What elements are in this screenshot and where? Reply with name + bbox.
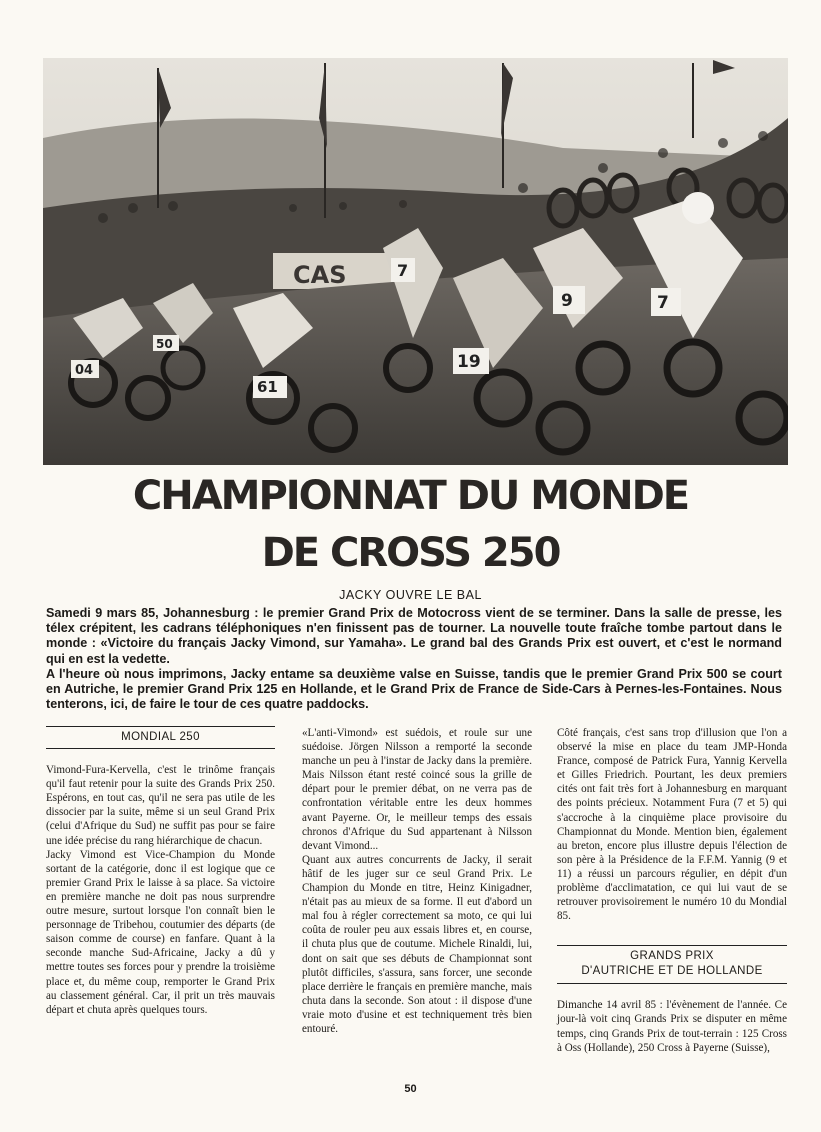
page-number: 50 xyxy=(404,1083,417,1095)
lead-paragraph: Samedi 9 mars 85, Johannesburg : le premier Grand Prix de Motocross vient de se terminer. Dans la salle de presse, les télex crépitent, les cadrans téléphoniques n'en finissent pas de tourner. La nouvelle toute fraîche tombe partout dans le monde : «Victoire du français Jacky Vimond, sur Yamaha». Le grand bal des Grands Prix est ouvert, et c'est le normand qui en est la vedette. xyxy=(46,606,782,666)
plate-number: 9 xyxy=(561,291,573,311)
article-subtitle: JACKY OUVRE LE BAL xyxy=(339,588,482,602)
body-paragraph: «L'anti-Vimond» est suédois, et roule sur une suédoise. Jörgen Nilsson a remporté la seconde manche un peu à l'instar de Jacky dans la première. Mais Nilsson étant resté coincé sous la grille de départ pour le premier débat, on ne verra pas de confrontation véritable entre les deux hommes avant Payerne. Or, le meilleur temps des essais chronos d'Afrique du Sud appartenant à Nilsson devant Vimond... xyxy=(302,727,532,852)
plate-number: 7 xyxy=(397,261,409,280)
section-heading xyxy=(557,945,787,984)
section-heading-line: D'AUTRICHE ET DE HOLLANDE xyxy=(581,965,763,978)
lead-paragraph: A l'heure où nous imprimons, Jacky entame sa deuxième valse en Suisse, tandis que le premier Grand Prix 500 se court en Autriche, le premier Grand Prix 125 en Hollande, et le Grand Prix de France de Side-Cars à Pernes-les-Fontaines. Nous tenterons, ici, de faire le tour de ces quatre paddocks. xyxy=(46,666,782,712)
banner-text: CAS xyxy=(293,261,347,289)
section-heading-line: GRANDS PRIX xyxy=(630,950,714,963)
body-paragraph: Jacky Vimond est Vice-Champion du Monde sortant de la catégorie, donc il est logique que ce premier Grand Prix le laisse à sa place. Sa victoire en première manche ne doit pas nous surprendre outre mesure, surtout lorsque l'on connaît bien le personnage de Tribehou, coutumier des départs (de saison comme de course) en fanfare. Quant à la seconde manche Sud-Africaine, Jacky a dû y mettre toutes ses forces pour y prendre la troisième place et, du même coup, remporter le Grand Prix au classement général. Car, il prit un très mauvais départ et chuta après quelques tours. xyxy=(46,848,275,1016)
plate-number: 19 xyxy=(457,352,481,372)
plate-number: 7 xyxy=(657,293,669,313)
body-paragraph: Vimond-Fura-Kervella, c'est le trinôme français qu'il faut retenir pour la suite des Grands Prix 250. Espérons, en tout cas, qu'il ne sera pas utile de les dissocier par la suite, même si un seul Grand Prix (celui d'Afrique du Sud) ne suffit pas pour se faire une idée précise du rang hiérarchique de chacun. xyxy=(46,764,275,847)
column-3 xyxy=(557,726,787,1055)
body-paragraph: Côté français, c'est sans trop d'illusion que l'on a observé la mise en place du team JMP-Honda France, composé de Patrick Fura, Yannig Kervella et Gilles Friedrich. Pourtant, les deux premiers cités ont fait très fort à Johannesburg en marquant des points précieux. Notamment Fura (7 et 5) qui s'accroche à la cinquième place provisoire du Championnat du Monde. Mention bien, également au breton, encore plus illustre depuis l'élection de son père à la Présidence de la F.F.M. Yannig (9 et 11) a réussi un parcours régulier, en dépit d'un problème d'acclimatation, ce qui lui vaut de se retrouver provisoirement le numéro 10 du Mondial 85. xyxy=(557,727,787,923)
article-title-line1: CHAMPIONNAT DU MONDE xyxy=(132,473,689,519)
plate-number: 04 xyxy=(75,363,94,378)
body-paragraph: Quant aux autres concurrents de Jacky, il serait hâtif de les juger sur ce seul Grand Prix. Le Champion du Monde en titre, Heinz Kinigadner, n'était pas au mieux de sa forme. Il eut d'abord un mal fou à régler correctement sa moto, ce qui lui coûta de rouler peu aux essais libres et, en course, il chuta plus que de coutume. Michele Rinaldi, lui, dont on sait que ses débuts de Championnat sont plutôt difficiles, s'assura, sans forcer, une seconde place derrière le français en première manche, mais chuta dans la seconde. Son atout : il dispose d'une vraie moto d'usine et est techniquement très bien entouré. xyxy=(302,853,532,1035)
body-paragraph: Dimanche 14 avril 85 : l'évènement de l'année. Ce jour-là voit cinq Grands Prix se disputer en même temps, cinq Grands Prix de tout-terrain : 125 Cross à Oss (Hollande), 250 Cross à Payerne (Suisse), xyxy=(557,999,787,1054)
article-title-line2: DE CROSS 250 xyxy=(261,530,560,576)
article-lead xyxy=(46,606,782,712)
plate-number: 50 xyxy=(156,337,173,351)
column-1 xyxy=(46,726,275,1017)
section-heading: MONDIAL 250 xyxy=(46,726,275,749)
motocross-race-photo xyxy=(43,58,788,465)
plate-number: 61 xyxy=(257,378,278,396)
column-2 xyxy=(302,726,532,1036)
photo-illustration xyxy=(43,58,788,465)
